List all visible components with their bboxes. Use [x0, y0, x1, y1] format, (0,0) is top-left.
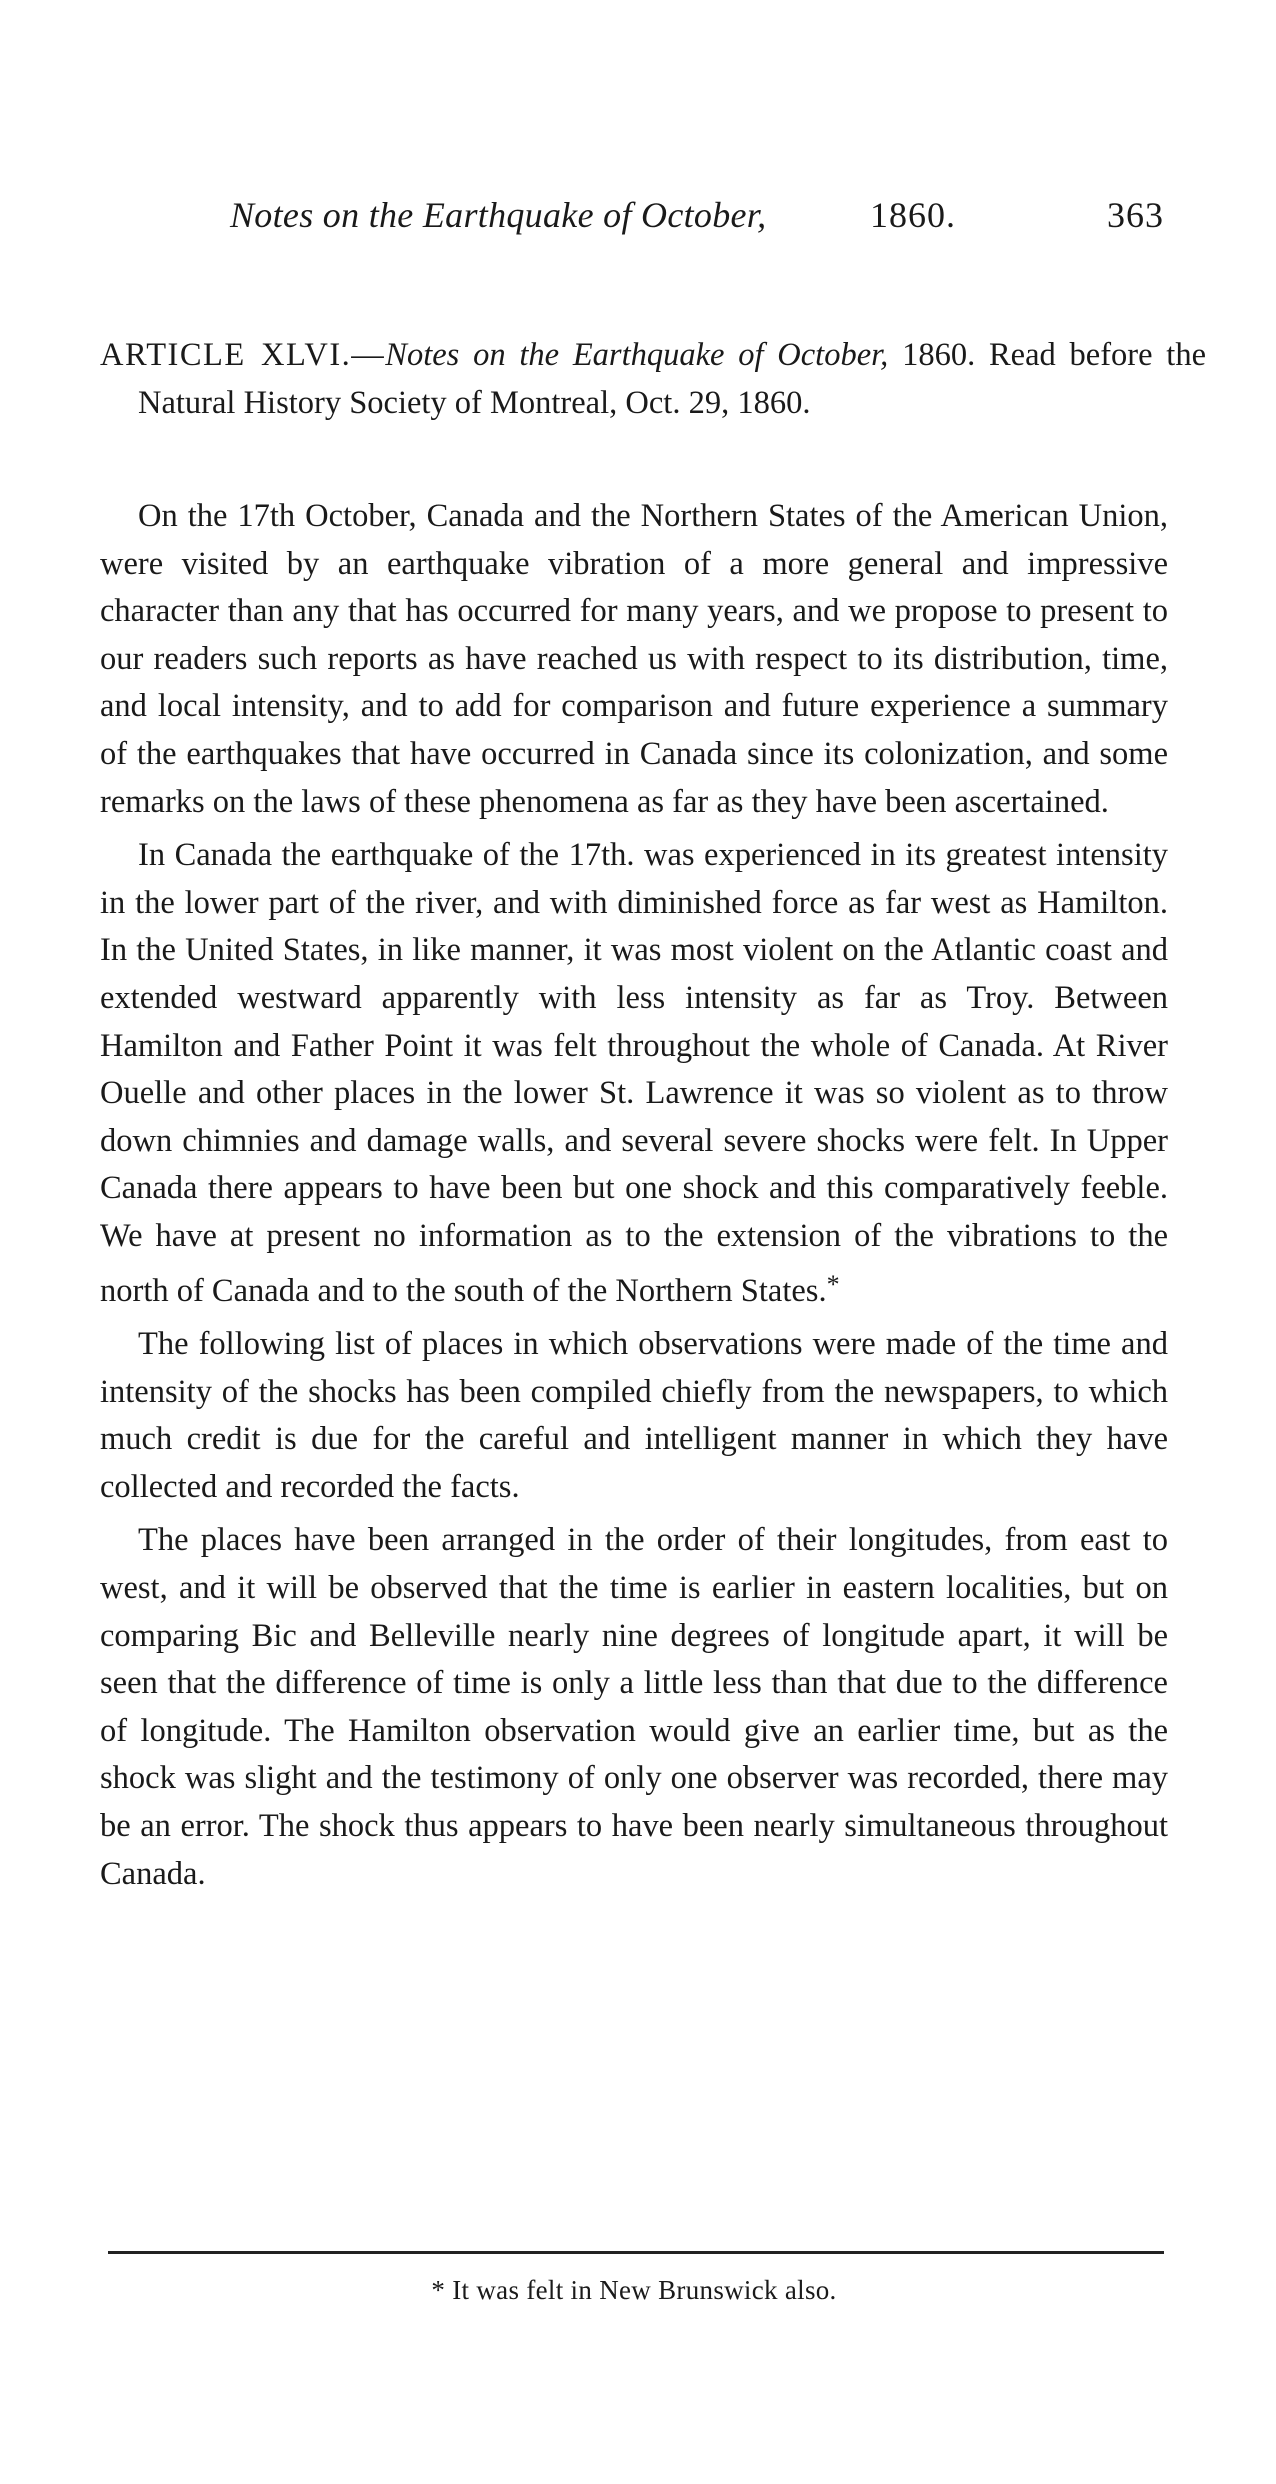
footnote-marker: *	[431, 2275, 446, 2305]
paragraph-2	[100, 832, 1168, 1315]
paragraph-2-text: In Canada the earthquake of the 17th. was experienced in its greatest intensity in the lower part of the river, and with diminished force as far west as Hamilton. In the United States, in like manner, it was most violent on the Atlantic coast and extended westward apparently with less intensity as far as Troy. Between Hamilton and Father Point it was felt throughout the whole of Canada. At River Ouelle and other places in the lower St. Lawrence it was so violent as to throw down chimnies and damage walls, and several severe shocks were felt. In Upper Canada there appears to have been but one shock and this comparatively feeble. We have at present no information as to the extension of the vibrations to the north of Canada and to the south of the Northern States.	[100, 837, 1168, 1309]
footnote-reference-mark: *	[826, 1269, 840, 1299]
paragraph-1: On the 17th October, Canada and the Northern States of the American Union, were visited by an earthquake vibration of a more general and impressive character than any that has occurred for many years, and we propose to present to our readers such reports as have reached us with respect to its distribution, time, and local intensity, and to add for comparison and future experience a summary of the earthquakes that have occurred in Canada since its colonization, and some remarks on the laws of these phenomena as far as they have been ascertained.	[100, 498, 1168, 820]
paragraph-4: The places have been arranged in the order of their longitudes, from east to west, and it will be observed that the time is earlier in eastern localities, but on comparing Bic and Belleville nearly nine degrees of longitude apart, it will be seen that the difference of time is only a little less than that due to the difference of longitude. The Hamilton observation would give an earlier time, but as the shock was slight and the testimony of only one observer was recorded, there may be an error. The shock thus appears to have been nearly simultaneous throughout Canada.	[100, 1522, 1168, 1892]
article-heading	[100, 332, 1206, 427]
running-head	[230, 190, 1164, 240]
paragraph-3: The following list of places in which observations were made of the time and intensity of the shocks has been compiled chiefly from the newspapers, to which much credit is due for the careful and intelligent manner in which they have collected and recorded the facts.	[100, 1326, 1168, 1505]
running-head-year: 1860.	[870, 195, 956, 235]
footnote-divider	[108, 2251, 1164, 2254]
article-title: Notes on the Earthquake of October,	[385, 337, 889, 373]
footnote-text: It was felt in New Brunswick also.	[452, 2275, 837, 2305]
running-head-title: Notes on the Earthquake of October,	[230, 195, 767, 235]
page-number: 363	[1107, 195, 1164, 235]
article-label: ARTICLE XLVI.—	[100, 337, 386, 373]
article-subtitle: 1860. Read before the Natural History Society of Montreal, Oct. 29, 1860.	[138, 337, 1206, 421]
article-body	[100, 493, 1168, 1904]
footnote	[100, 2270, 1168, 2310]
